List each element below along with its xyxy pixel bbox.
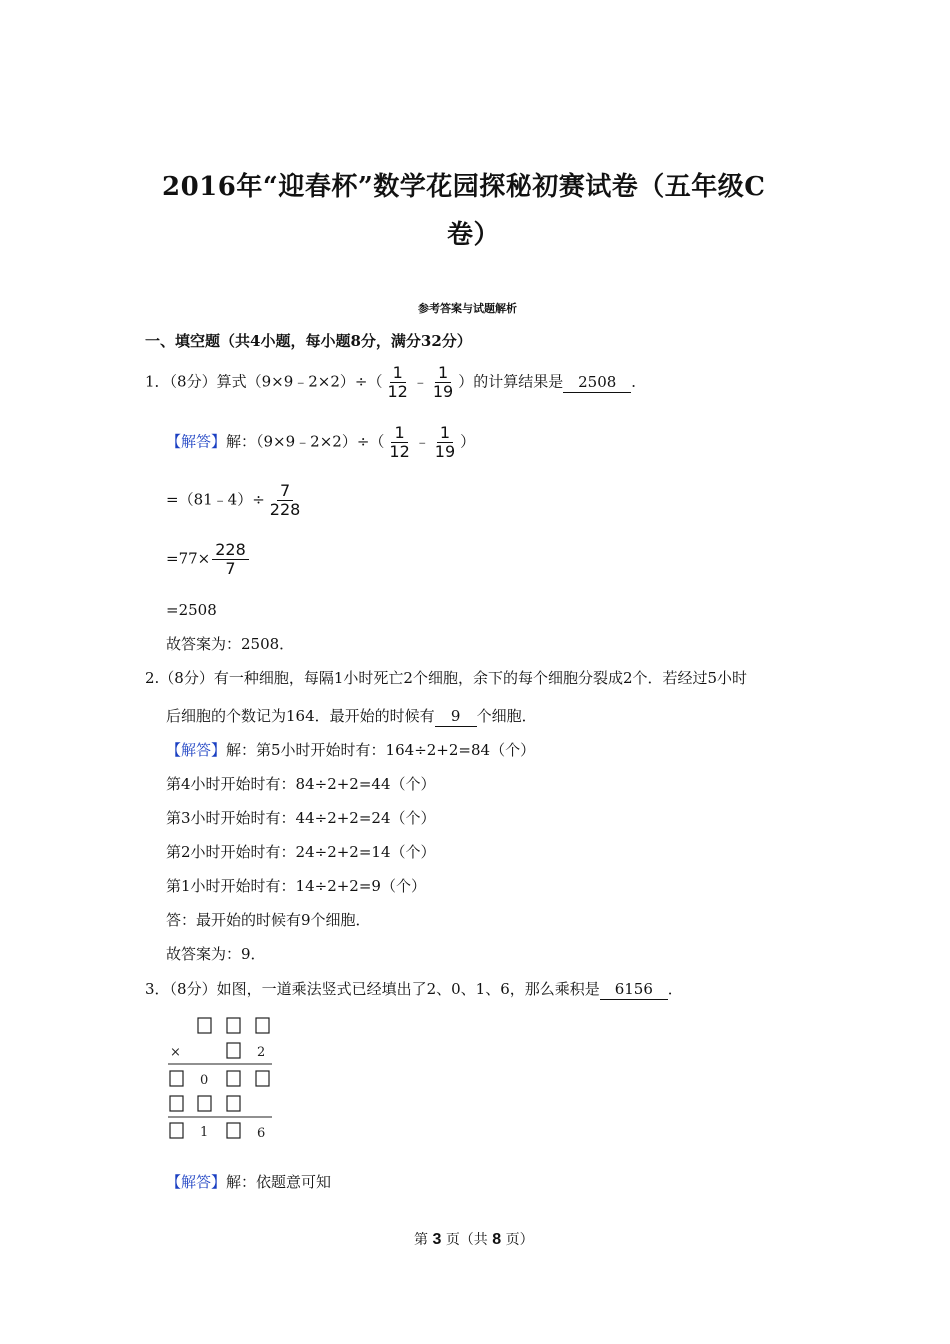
solution-2-line-5: 第1小时开始时有：14÷2+2=9（个） [166,877,426,895]
multiplication-figure [164,1010,284,1150]
fraction: $\frac{1}{12}$ [387,363,408,401]
fraction: $\frac{1}{12}$ [389,423,410,461]
section-heading-fill-in: 一、填空题（共4小题，每小题8分，满分32分） [145,332,472,350]
answer-blank: 2508 [563,372,631,393]
question-number: 3． [145,980,170,998]
doc-title-line1: 2016年“迎春杯”数学花园探秘初赛试卷（五年级C [162,172,766,202]
fraction: $\frac{7}{228}$ [269,481,301,519]
solution-2-line-1: 【解答】解：第5小时开始时有：164÷2+2=84（个） [166,741,536,759]
fraction: $\frac{228}{7}$ [212,541,249,578]
digit-box [256,1071,269,1086]
solution-tag: 【解答】 [166,1173,227,1191]
question-2-line-1: 2.（8分）有一种细胞，每隔1小时死亡2个细胞，余下的每个细胞分裂成2个．若经过5小时 [145,669,748,687]
question-2-line-2: 后细胞的个数记为164．最开始的时候有 9 个细胞． [166,707,537,725]
answer-blank: 9 [435,706,477,727]
digit-box [170,1071,183,1086]
fraction: $\frac{1}{19}$ [434,423,456,461]
digit-2: 2 [257,1045,266,1060]
page-footer: 第 3 页（共 8 页） [414,1231,534,1248]
digit-box [227,1018,240,1033]
digit-box [198,1018,211,1033]
page-total: 8 [492,1231,502,1248]
digit-box [170,1096,183,1111]
digit-box [256,1018,269,1033]
solution-1-step-3: =2508 [166,601,217,619]
doc-title-line2: 卷） [447,220,501,250]
digit-1: 1 [200,1125,209,1140]
solution-2-line-6: 答：最开始的时候有9个细胞． [166,911,371,929]
solution-2-line-3: 第3小时开始时有：44÷2+2=24（个） [166,809,436,827]
solution-tag: 【解答】 [166,741,227,759]
times-sign: × [170,1045,181,1060]
digit-0: 0 [200,1073,209,1088]
digit-box [170,1123,183,1138]
solution-1-step-2: =77× $\frac{228}{7}$ [166,541,251,578]
page-number: 3 [432,1231,442,1248]
question-number: 1． [145,372,170,391]
solution-2-final: 故答案为：9． [166,945,266,963]
solution-3: 【解答】解：依题意可知 [166,1173,332,1191]
solution-2-line-2: 第4小时开始时有：84÷2+2=44（个） [166,775,436,793]
digit-box [227,1096,240,1111]
solution-tag: 【解答】 [166,432,227,451]
digit-box [198,1096,211,1111]
answer-blank: 6156 [600,979,668,1000]
digit-6: 6 [257,1126,266,1141]
solution-2-line-4: 第2小时开始时有：24÷2+2=14（个） [166,843,436,861]
digit-box [227,1043,240,1058]
solution-1: 【解答】解：（9×9﹣2×2）÷（ $\frac{1}{12}$ ﹣ $\frac{1}{19}$ ） [166,423,476,461]
question-1: 1．（8分）算式（9×9﹣2×2）÷（ $\frac{1}{12}$ ﹣ $\frac{1}{19}$ ）的计算结果是 2508 ． [145,363,647,401]
solution-1-step-1: =（81﹣4）÷ $\frac{7}{228}$ [166,482,305,519]
question-3: 3．（8分）如图，一道乘法竖式已经填出了2、0、1、6，那么乘积是 6156 ． [145,980,683,998]
doc-subtitle: 参考答案与试题解析 [418,302,517,315]
digit-box [227,1123,240,1138]
digit-box [227,1071,240,1086]
fraction: $\frac{1}{19}$ [432,363,454,401]
solution-1-final: 故答案为：2508． [166,635,295,653]
